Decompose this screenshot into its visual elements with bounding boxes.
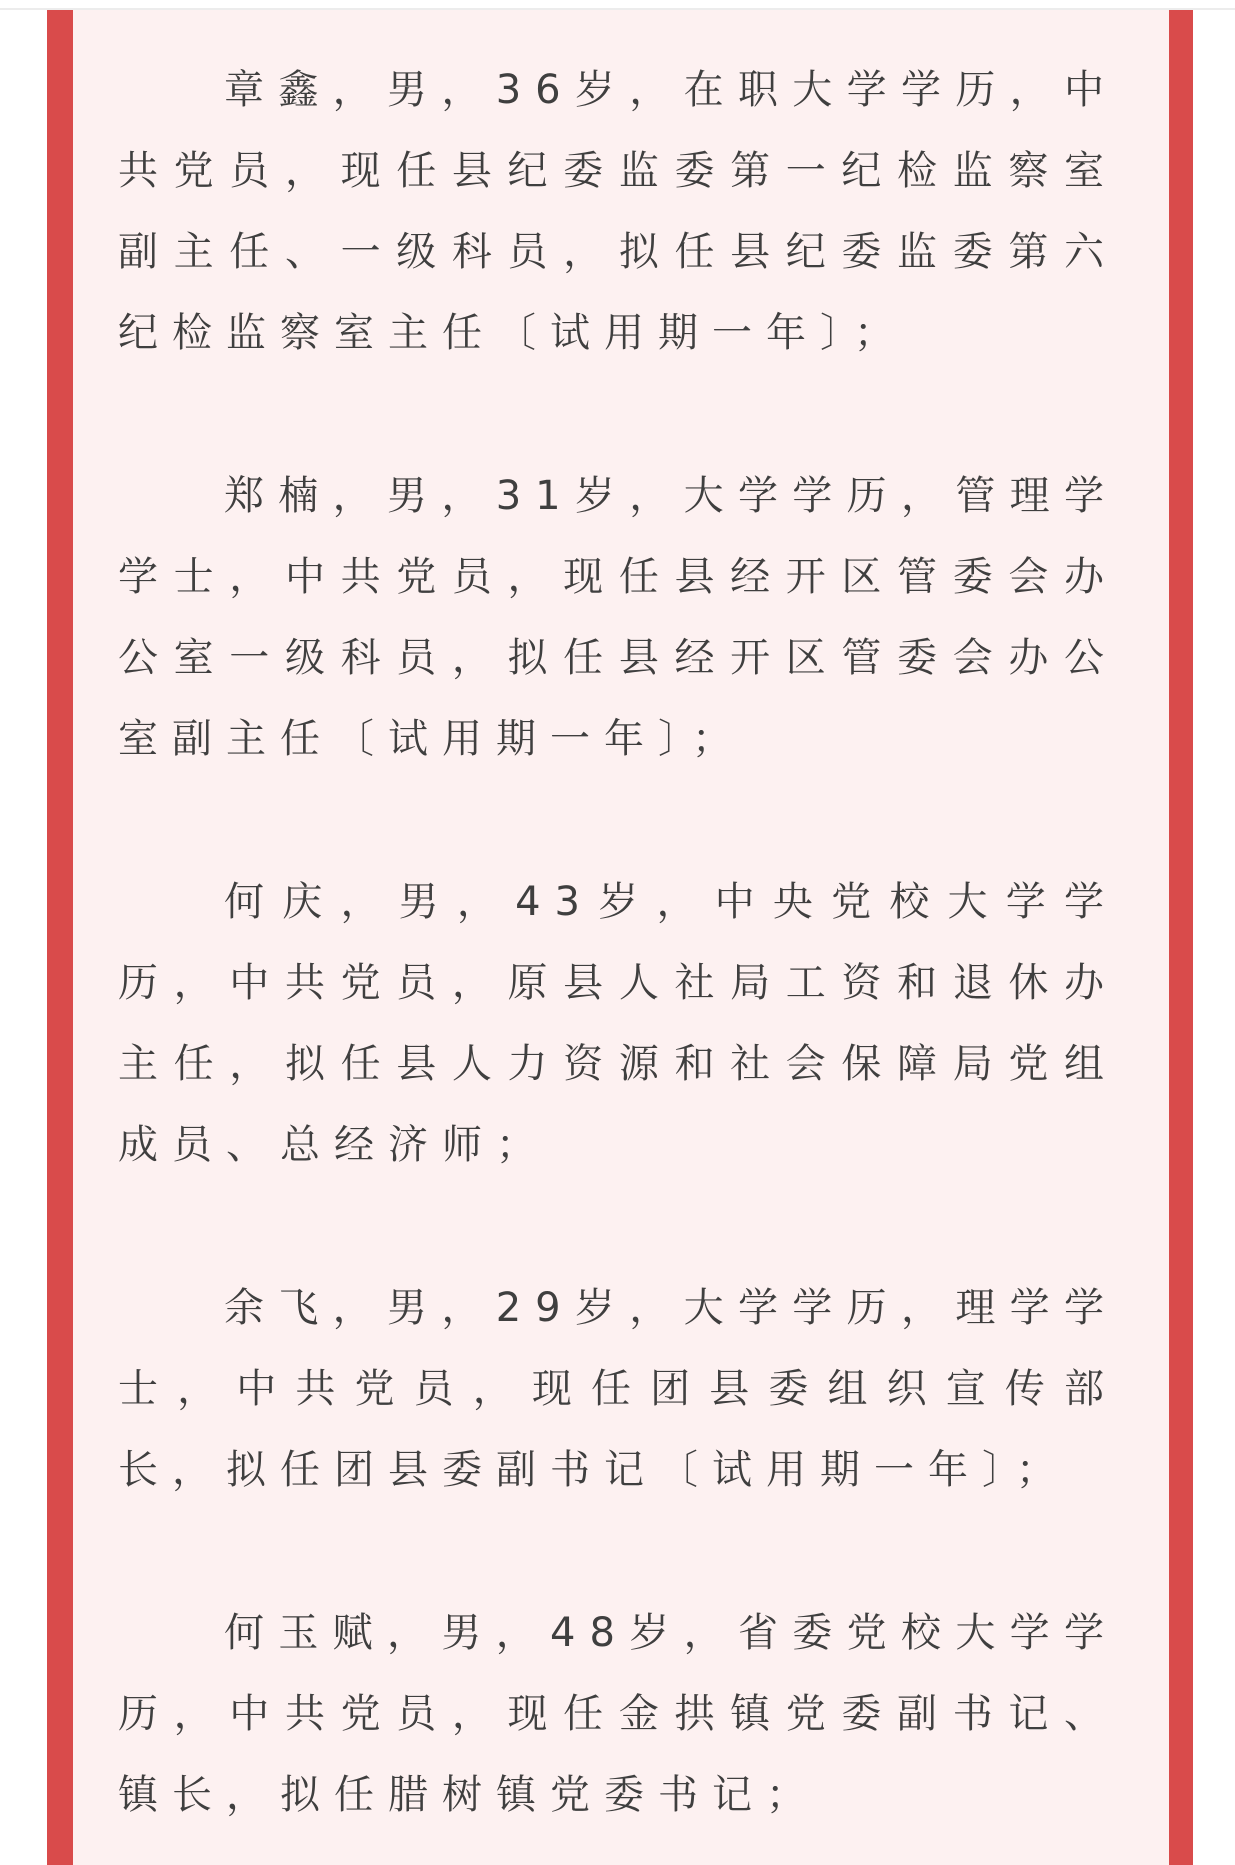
appointment-paragraph-he-qing: 何庆，男，43岁，中央党校大学学历，中共党员，原县人社局工资和退休办主任，拟任县人力资源和社会保障局党组成员、总经济师； <box>118 879 1118 1168</box>
appointment-paragraph-zheng-nan: 郑楠，男，31岁，大学学历，管理学学士，中共党员，现任县经开区管委会办公室一级科员，拟任县经开区管委会办公室副主任〔试用期一年〕； <box>118 473 1118 762</box>
right-red-border <box>1169 10 1193 1865</box>
left-red-border <box>47 10 73 1865</box>
appointment-paragraph-zhang-xin: 章鑫，男，36岁，在职大学学历，中共党员，现任县纪委监委第一纪检监察室副主任、一级科员，拟任县纪委监委第六纪检监察室主任〔试用期一年〕； <box>118 67 1118 356</box>
appointment-paragraph-yu-fei: 余飞，男，29岁，大学学历，理学学士，中共党员，现任团县委组织宣传部长，拟任团县委副书记〔试用期一年〕； <box>118 1285 1118 1493</box>
article-body <box>118 50 1118 1865</box>
appointment-paragraph-he-yufu: 何玉赋，男，48岁，省委党校大学学历，中共党员，现任金拱镇党委副书记、镇长，拟任腊树镇党委书记； <box>118 1610 1118 1818</box>
